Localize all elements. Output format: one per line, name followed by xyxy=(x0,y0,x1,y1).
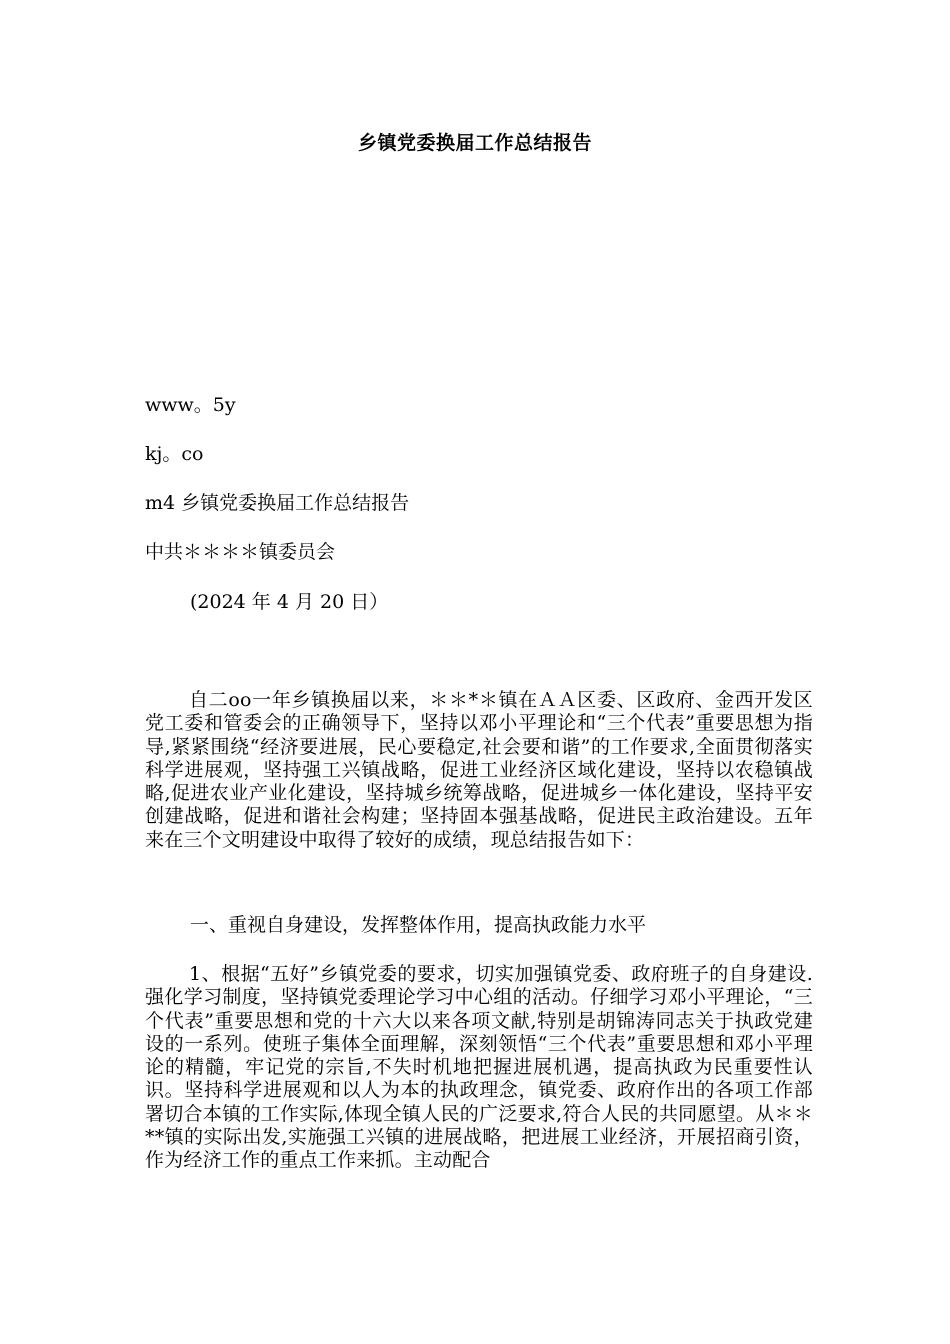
document-date: (2024 年 4 月 20 日） xyxy=(190,591,389,613)
header-line-website-part1: www。5y xyxy=(145,394,236,416)
document-title: 乡镇党委换届工作总结报告 xyxy=(357,132,592,154)
section-heading: 一、重视自身建设，发挥整体作用，提高执政能力水平 xyxy=(190,914,647,936)
header-line-website-part2: kj。co xyxy=(145,443,204,465)
header-line-report-name: m4 乡镇党委换届工作总结报告 xyxy=(145,492,410,514)
section-paragraph: 1、根据“五好”乡镇党委的要求，切实加强镇党委、政府班子的自身建设.强化学习制度，坚持镇党委理论学习中心组的活动。仔细学习邓小平理论，“三个代表”重要思想和党的十六大以来各项文献,特别是胡锦涛同志关于执政党建设的一系列。使班子集体全面理解，深刻领悟“三个代表”重要思想和邓小平理论的精髓，牢记党的宗旨,不失时机地把握进展机遇，提高执政为民重要性认识。坚持科学进展观和以人为本的执政理念，镇党委、政府作出的各项工作部署切合本镇的工作实际,体现全镇人民的广泛要求,符合人民的共同愿望。从＊＊**镇的实际出发,实施强工兴镇的进展战略，把进展工业经济，开展招商引资，作为经济工作的重点工作来抓。主动配合 xyxy=(145,963,813,1172)
header-line-committee: 中共＊＊＊＊镇委员会 xyxy=(145,541,336,563)
intro-paragraph: 自二oo一年乡镇换届以来，＊＊*＊镇在ＡＡ区委、区政府、金西开发区党工委和管委会的正确领导下，坚持以邓小平理论和“三个代表”重要思想为指导,紧紧围绕“经济要进展，民心要稳定,社会要和谐”的工作要求,全面贯彻落实科学进展观，坚持强工兴镇战略，促进工业经济区域化建设，坚持以农稳镇战略,促进农业产业化建设，坚持城乡统筹战略，促进城乡一体化建设，坚持平安创建战略，促进和谐社会构建；坚持固本强基战略，促进民主政治建设。五年来在三个文明建设中取得了较好的成绩，现总结报告如下： xyxy=(145,689,813,851)
